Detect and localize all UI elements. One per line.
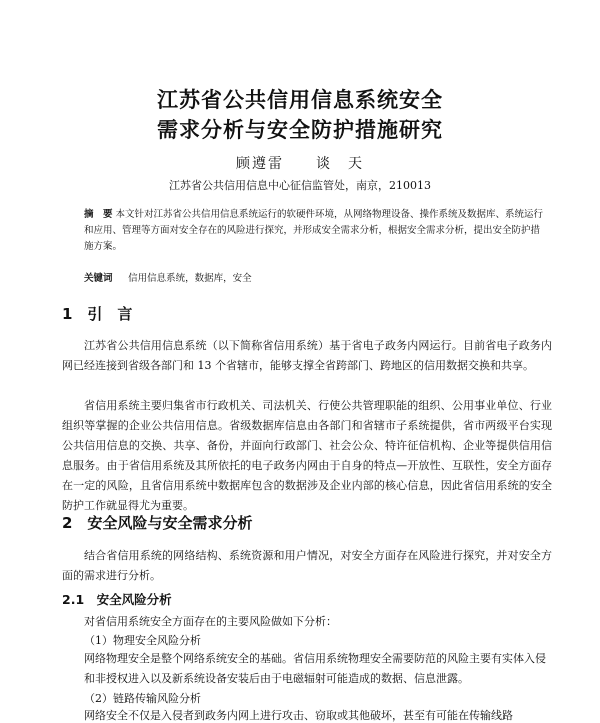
abstract	[84, 207, 544, 255]
section-1-para-2: 省信用系统主要归集省市行政机关、司法机关、行使公共管理职能的组织、公用事业单位、行业组织等掌握的企业公共信用信息。省级数据库信息由各部门和省辖市子系统提供，省市两级平台实现公共信用信息的交换、共享、备份，并面向行政部门、社会公众、特许征信机构、企业等提供信用信息服务。由于省信用系统及其所依托的电子政务内网由于自身的特点—开放性、互联性，安全方面存在一定的风险，且省信用系统中数据库包含的数据涉及企业内部的核心信息，因此省信用系统的安全防护工作就显得尤为重要。	[62, 399, 552, 512]
section-2-1-intro: 对省信用系统安全方面存在的主要风险做如下分析：	[84, 615, 337, 628]
item-2-text: 网络安全不仅是入侵者到政务内网上进行攻击、窃取或其他破坏，甚至有可能在传输线路	[84, 709, 513, 722]
abstract-text: 本文针对江苏省公共信用信息系统运行的软硬件环境，从网络物理设备、操作系统及数据库、系统运行和应用、管理等方面对安全存在的风险进行探究，并形成安全需求分析，根据安全需求分析，提出安全防护措施方案。	[84, 209, 544, 252]
item-2-title: （2）链路传输风险分析	[84, 692, 201, 705]
item-1-text: 网络物理安全是整个网络系统安全的基础。省信用系统物理安全需要防范的风险主要有实体入侵和非授权进入以及新系统设备安装后由于电磁辐射可能造成的数据、信息泄露。	[84, 652, 546, 685]
authors: 顾遵雷 谈 天	[236, 156, 364, 172]
affiliation: 江苏省公共信用信息中心征信监管处，南京，210013	[169, 179, 431, 192]
section-2-heading: 2 安全风险与安全需求分析	[62, 514, 253, 532]
abstract-label: 摘 要	[84, 209, 113, 220]
keywords-text: 信用信息系统，数据库，安全	[128, 273, 252, 284]
title-line-1: 江苏省公共信用信息系统安全	[157, 88, 443, 112]
section-2-para-1: 结合省信用系统的网络结构、系统资源和用户情况，对安全方面存在风险进行探究，并对安全方面的需求进行分析。	[62, 549, 552, 582]
keywords	[84, 270, 544, 284]
section-1-para-1: 江苏省公共信用信息系统（以下简称省信用系统）基于省电子政务内网运行。目前省电子政务内网已经连接到省级各部门和 13 个省辖市，能够支撑全省跨部门、跨地区的信用数据交换和共享。	[62, 339, 552, 372]
item-1-title: （1）物理安全风险分析	[84, 634, 201, 647]
title-line-2: 需求分析与安全防护措施研究	[157, 118, 443, 142]
section-1-heading: 1 引 言	[62, 305, 133, 323]
keywords-label: 关键词	[84, 273, 113, 284]
section-2-1-heading: 2.1 安全风险分析	[62, 592, 172, 607]
